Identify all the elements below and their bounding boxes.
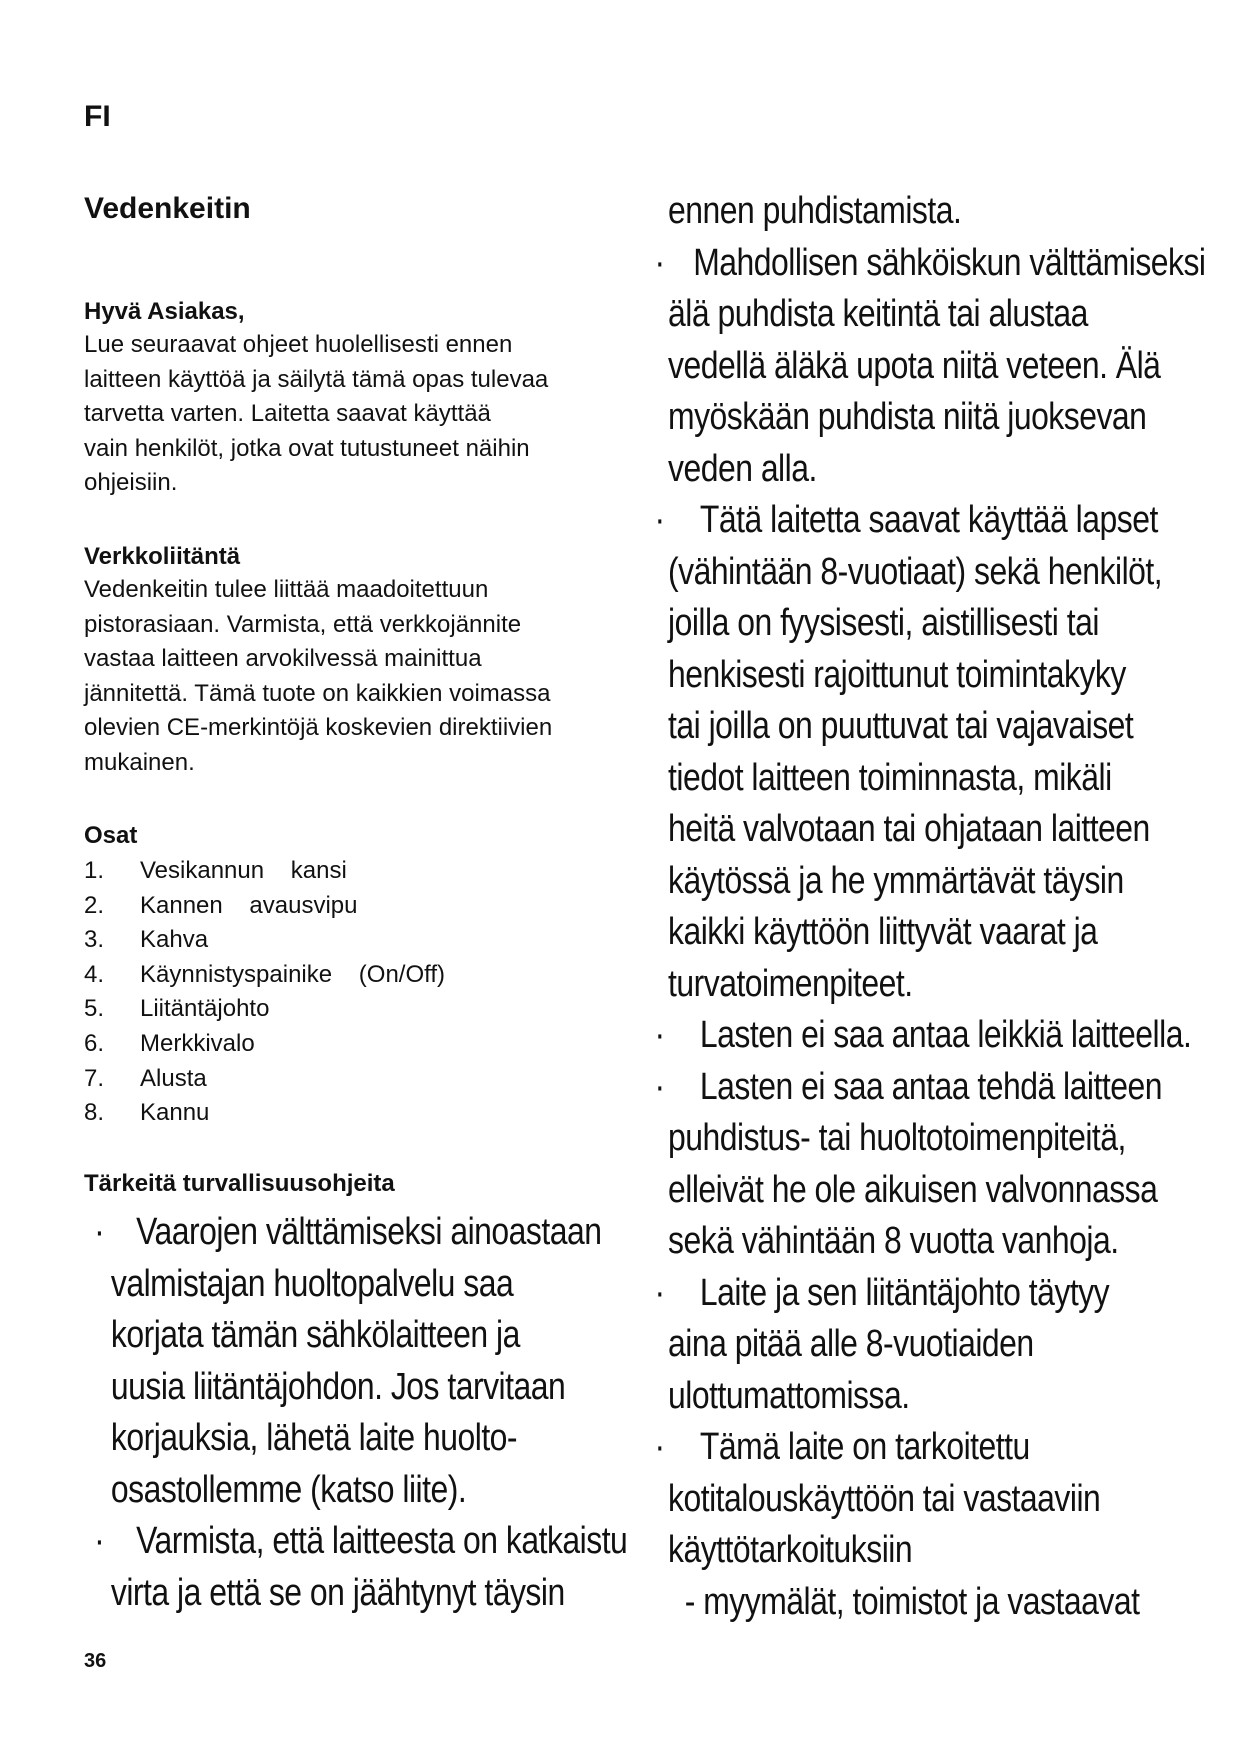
bullet-marker: · — [654, 1014, 665, 1056]
safety-line: käytössä ja he ymmärtävät täysin — [668, 859, 1124, 902]
safety-line: sekä vähintään 8 vuotta vanhoja. — [668, 1220, 1119, 1262]
parts-list — [84, 854, 445, 1131]
safety-line: kaikki käyttöön liittyvät vaarat ja — [668, 911, 1098, 953]
greeting-line: Lue seuraavat ohjeet huolellisesti ennen — [84, 331, 513, 358]
safety-line: myöskään puhdista niitä juoksevan — [668, 396, 1147, 438]
list-item: 2. Kannen avausvipu — [84, 891, 358, 919]
greeting-line: vain henkilöt, jotka ovat tutustuneet näihin — [84, 434, 530, 462]
safety-line: ennen puhdistamista. — [668, 190, 962, 232]
list-item: 3. Kahva — [84, 926, 209, 954]
list-item: 4. Käynnistyspainike (On/Off) — [84, 960, 446, 988]
safety-line: älä puhdista keitintä tai alustaa — [668, 293, 1088, 335]
list-item: 7. Alusta — [84, 1064, 207, 1092]
safety-line: aina pitää alle 8-vuotiaiden — [668, 1323, 1034, 1365]
bullet-marker: · — [654, 1065, 665, 1108]
safety-line: osastollemme (katso liite). — [110, 1468, 467, 1511]
safety-line: ulottumattomissa. — [668, 1374, 910, 1417]
bullet-marker: · — [654, 1271, 665, 1314]
network-line: mukainen. — [84, 748, 195, 776]
safety-right-column — [654, 186, 1206, 1628]
greeting-line: ohjeisiin. — [84, 469, 178, 496]
safety-line: turvatoimenpiteet. — [668, 962, 913, 1005]
safety-line: · Lasten ei saa antaa leikkiä laitteella. — [668, 1010, 1206, 1062]
safety-line: korjauksia, lähetä laite huolto- — [110, 1417, 518, 1459]
safety-line: uusia liitäntäjohdon. Jos tarvitaan — [110, 1365, 566, 1408]
safety-line: heitä valvotaan tai ohjataan laitteen — [668, 808, 1150, 850]
bullet-marker: · — [654, 241, 665, 284]
safety-line: kotitalouskäyttöön tai vastaaviin — [668, 1477, 1101, 1520]
list-item: 8. Kannu — [84, 1099, 210, 1127]
safety-line: tiedot laitteen toiminnasta, mikäli — [668, 756, 1112, 799]
safety-line: käyttötarkoituksiin — [668, 1529, 913, 1571]
safety-line: korjata tämän sähkölaitteen ja — [110, 1314, 520, 1356]
network-line: jännitettä. Tämä tuote on kaikkien voimassa — [84, 679, 551, 707]
greeting-line: laitteen käyttöä ja säilytä tämä opas tulevaa — [84, 365, 549, 393]
network-line: Vedenkeitin tulee liittää maadoitettuun — [84, 576, 489, 603]
safety-line: tai joilla on puuttuvat tai vajavaiset — [668, 705, 1134, 747]
network-line: olevien CE-merkintöjä koskevien direktiivien — [84, 714, 553, 741]
network-line: vastaa laitteen arvokilvessä mainittua — [84, 645, 482, 672]
network-heading: Verkkoliitäntä — [84, 543, 241, 570]
safety-line: (vähintään 8-vuotiaat) sekä henkilöt, — [668, 550, 1163, 593]
safety-line: · Mahdollisen sähköiskun välttämiseksi — [668, 238, 1206, 290]
list-item: 6. Merkkivalo — [84, 1029, 255, 1057]
parts-heading: Osat — [84, 822, 138, 849]
bullet-marker: · — [654, 499, 665, 541]
safety-line: virta ja että se on jäähtynyt täysin — [110, 1571, 565, 1614]
safety-line: valmistajan huoltopalvelu saa — [110, 1262, 514, 1305]
page-title: Vedenkeitin — [84, 192, 251, 225]
safety-line: vedellä äläkä upota niitä veteen. Älä — [668, 344, 1161, 387]
bullet-marker: · — [654, 1426, 665, 1468]
safety-line: · Vaarojen välttämiseksi ainoastaan — [84, 1207, 627, 1259]
greeting-text — [84, 328, 604, 501]
safety-left-column — [84, 1207, 627, 1619]
safety-line: veden alla. — [668, 447, 817, 490]
safety-line: henkisesti rajoittunut toimintakyky — [668, 653, 1126, 696]
greeting-line: tarvetta varten. Laitetta saavat käyttää — [84, 400, 491, 427]
list-item: 5. Liitäntäjohto — [84, 995, 270, 1023]
page-number: 36 — [84, 1650, 107, 1672]
safety-line: · Tätä laitetta saavat käyttää lapset — [668, 495, 1206, 547]
network-line: pistorasiaan. Varmista, että verkkojännite — [84, 610, 522, 638]
safety-line: · Varmista, että laitteesta on katkaistu — [84, 1516, 627, 1568]
greeting-heading: Hyvä Asiakas, — [84, 298, 245, 325]
language-code: FI — [84, 100, 111, 133]
safety-line: - myymälät, toimistot ja vastaavat — [668, 1580, 1140, 1623]
list-item: 1. Vesikannun kansi — [84, 857, 347, 884]
network-text — [84, 573, 604, 780]
safety-line: elleivät he ole aikuisen valvonnassa — [668, 1168, 1158, 1211]
safety-line: · Tämä laite on tarkoitettu — [668, 1422, 1206, 1474]
safety-line: joilla on fyysisesti, aistillisesti tai — [668, 602, 1099, 644]
bullet-marker: · — [94, 1520, 105, 1562]
bullet-marker: · — [94, 1211, 105, 1253]
safety-line: · Laite ja sen liitäntäjohto täytyy — [668, 1268, 1206, 1320]
safety-line: · Lasten ei saa antaa tehdä laitteen — [668, 1062, 1206, 1114]
safety-line: puhdistus- tai huoltotoimenpiteitä, — [668, 1117, 1126, 1159]
safety-heading: Tärkeitä turvallisuusohjeita — [84, 1170, 395, 1197]
